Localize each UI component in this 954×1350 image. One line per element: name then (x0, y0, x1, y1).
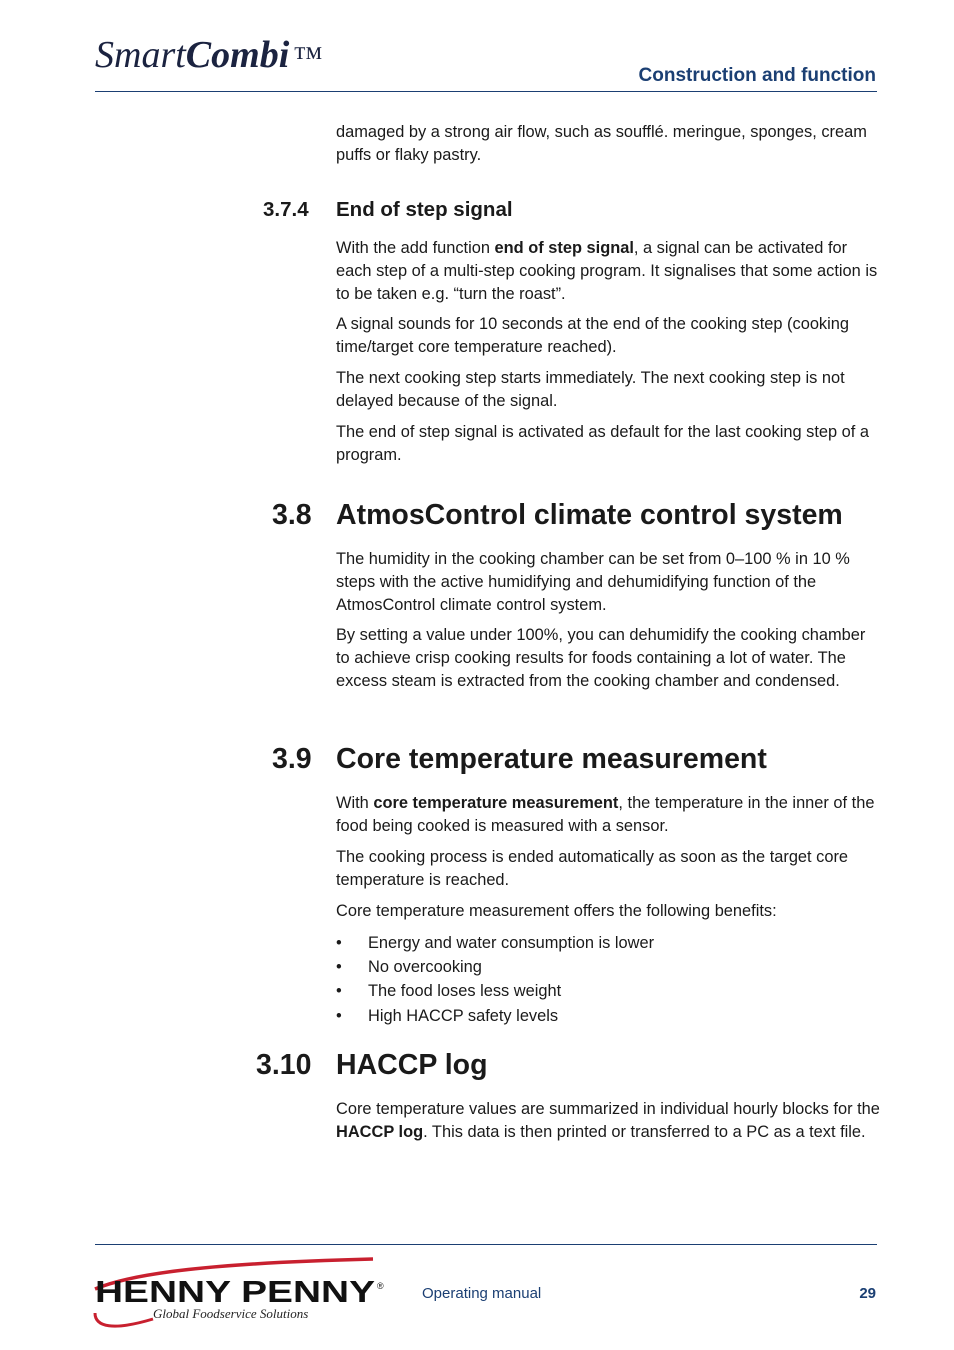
list-item-text: Energy and water consumption is lower (368, 934, 655, 952)
brand-smart: Smart (95, 34, 186, 76)
logo-graphic (93, 1255, 393, 1335)
text-run: , a signal can be activated for each step of a multi-step cooking program. It signalises that some action is to be taken e.g. “turn the roast”. (336, 239, 878, 303)
section-title-39: Core temperature measurement (336, 743, 767, 775)
paragraph-39-2: The cooking process is ended automatically as soon as the target core temperature is reached. (336, 848, 849, 889)
bullet-icon: • (336, 934, 342, 952)
paragraph-374-3: The next cooking step starts immediately. The next cooking step is not delayed because of the signal. (336, 369, 845, 410)
footer-manual-label: Operating manual (422, 1285, 542, 1302)
text-run: With (336, 794, 374, 812)
paragraph-38-1: The humidity in the cooking chamber can be set from 0–100 % in 10 % steps with the active humidifying and dehumidifying function of the AtmosControl climate control system. (336, 550, 850, 614)
bold-term: HACCP log (336, 1122, 424, 1141)
section-number-39: 3.9 (272, 743, 312, 775)
text-run: . This data is then printed or transferred to a PC as a text file. (423, 1122, 866, 1141)
bold-term: end of step signal (494, 239, 634, 257)
paragraph-374-1 (336, 237, 881, 305)
chapter-title: Construction and function (638, 65, 876, 86)
section-title-38: AtmosControl climate control system (336, 499, 843, 531)
brand-title (95, 36, 323, 74)
paragraph-310-1 (336, 1098, 881, 1144)
paragraph-374-4: The end of step signal is activated as default for the last cooking step of a program. (336, 423, 870, 464)
section-number-310: 3.10 (256, 1049, 312, 1081)
section-number-38: 3.8 (272, 499, 312, 531)
list-item-text: No overcooking (368, 958, 482, 976)
registered-mark: ® (377, 1281, 384, 1291)
logo-wordmark: HENNY PENNY (95, 1274, 376, 1309)
list-item-text: High HACCP safety levels (368, 1007, 559, 1025)
intro-paragraph: damaged by a strong air flow, such as soufflé. meringue, sponges, cream puffs or flaky pastry. (336, 123, 867, 164)
bullet-icon: • (336, 982, 342, 1000)
bold-term: core temperature measurement (373, 794, 619, 812)
footer-rule (95, 1244, 877, 1245)
header-rule (95, 91, 877, 92)
section-title-310: HACCP log (336, 1049, 488, 1081)
list-item-text: The food loses less weight (368, 982, 562, 1000)
section-title-374: End of step signal (336, 198, 513, 221)
bullet-icon: • (336, 1007, 342, 1025)
henny-penny-logo (93, 1255, 393, 1335)
text-run: , the temperature in the inner of the food being cooked is measured with a sensor. (336, 794, 875, 835)
paragraph-39-3: Core temperature measurement offers the following benefits: (336, 902, 777, 920)
section-number-374: 3.7.4 (263, 198, 309, 221)
logo-tagline: Global Foodservice Solutions (153, 1306, 309, 1321)
text-run: With the add function (336, 239, 495, 257)
brand-combi: Combi (185, 34, 290, 76)
logo-swoosh-bottom (95, 1313, 153, 1326)
bullet-icon: • (336, 958, 342, 976)
page-number: 29 (859, 1285, 876, 1302)
text-run: Core temperature values are summarized in individual hourly blocks for the (336, 1100, 880, 1118)
paragraph-374-2: A signal sounds for 10 seconds at the end of the cooking step (cooking time/target core temperature reached). (336, 315, 849, 356)
paragraph-39-1 (336, 792, 881, 838)
paragraph-38-2: By setting a value under 100%, you can dehumidify the cooking chamber to achieve crisp cooking results for foods containing a lot of water. The excess steam is extracted from the cooking chamber and condensed. (336, 626, 866, 690)
trademark-symbol: ™ (293, 41, 323, 74)
